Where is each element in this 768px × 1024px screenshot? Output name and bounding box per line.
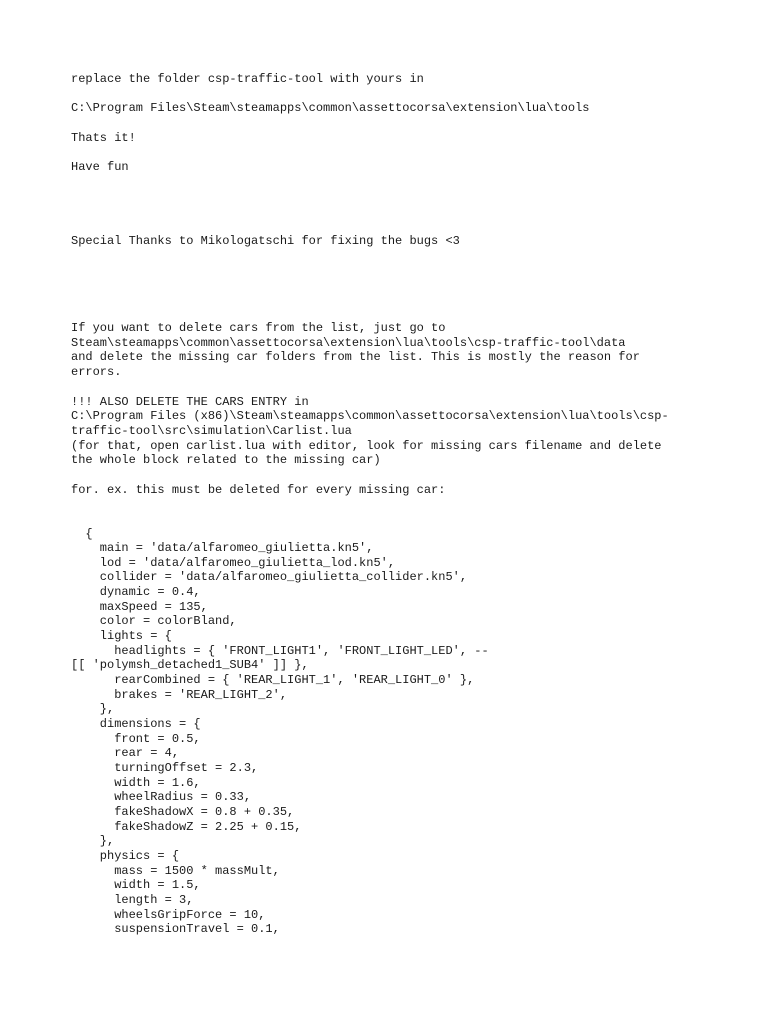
code-line: dynamic = 0.4, [71, 585, 201, 599]
code-line: wheelsGripForce = 10, [71, 908, 266, 922]
code-line: rear = 4, [71, 746, 180, 760]
delete-cars-line: If you want to delete cars from the list, just go to [71, 321, 446, 335]
code-line: turningOffset = 2.3, [71, 761, 259, 775]
code-line: suspensionTravel = 0.1, [71, 922, 280, 936]
install-path-line: C:\Program Files\Steam\steamapps\common\assettocorsa\extension\lua\tools [71, 101, 590, 115]
code-line: front = 0.5, [71, 732, 201, 746]
code-line: fakeShadowZ = 2.25 + 0.15, [71, 820, 302, 834]
code-line: fakeShadowX = 0.8 + 0.35, [71, 805, 295, 819]
intro-line: replace the folder csp-traffic-tool with yours in [71, 72, 424, 86]
code-line: }, [71, 834, 115, 848]
code-line: length = 3, [71, 893, 194, 907]
also-delete-line: the whole block related to the missing car) [71, 453, 381, 467]
thanks-line: Special Thanks to Mikologatschi for fixing the bugs <3 [71, 234, 460, 248]
delete-cars-line: errors. [71, 365, 122, 379]
also-delete-line: !!! ALSO DELETE THE CARS ENTRY in [71, 395, 309, 409]
code-line: lod = 'data/alfaromeo_giulietta_lod.kn5', [71, 556, 396, 570]
also-delete-line: (for that, open carlist.lua with editor, look for missing cars filename and delete [71, 439, 662, 453]
code-line: lights = { [71, 629, 172, 643]
code-line: maxSpeed = 135, [71, 600, 208, 614]
also-delete-line: traffic-tool\src\simulation\Carlist.lua [71, 424, 352, 438]
code-line: main = 'data/alfaromeo_giulietta.kn5', [71, 541, 374, 555]
code-line: wheelRadius = 0.33, [71, 790, 252, 804]
code-line: headlights = { 'FRONT_LIGHT1', 'FRONT_LIGHT_LED', -- [71, 644, 489, 658]
code-line: brakes = 'REAR_LIGHT_2', [71, 688, 288, 702]
code-line: width = 1.5, [71, 878, 201, 892]
code-line: width = 1.6, [71, 776, 201, 790]
example-intro-line: for. ex. this must be deleted for every missing car: [71, 483, 446, 497]
code-line: [[ 'polymsh_detached1_SUB4' ]] }, [71, 658, 309, 672]
code-line: color = colorBland, [71, 614, 237, 628]
intro-line: Thats it! [71, 131, 136, 145]
code-line: dimensions = { [71, 717, 201, 731]
code-line: }, [71, 702, 115, 716]
delete-cars-line: Steam\steamapps\common\assettocorsa\extension\lua\tools\csp-traffic-tool\data [71, 336, 626, 350]
code-line: rearCombined = { 'REAR_LIGHT_1', 'REAR_LIGHT_0' }, [71, 673, 475, 687]
code-line: mass = 1500 * massMult, [71, 864, 280, 878]
delete-cars-line: and delete the missing car folders from the list. This is mostly the reason for [71, 350, 640, 364]
intro-line: Have fun [71, 160, 129, 174]
code-line: physics = { [71, 849, 180, 863]
also-delete-line: C:\Program Files (x86)\Steam\steamapps\common\assettocorsa\extension\lua\tools\csp- [71, 409, 669, 423]
code-line: collider = 'data/alfaromeo_giulietta_collider.kn5', [71, 570, 468, 584]
code-line: { [71, 527, 93, 541]
